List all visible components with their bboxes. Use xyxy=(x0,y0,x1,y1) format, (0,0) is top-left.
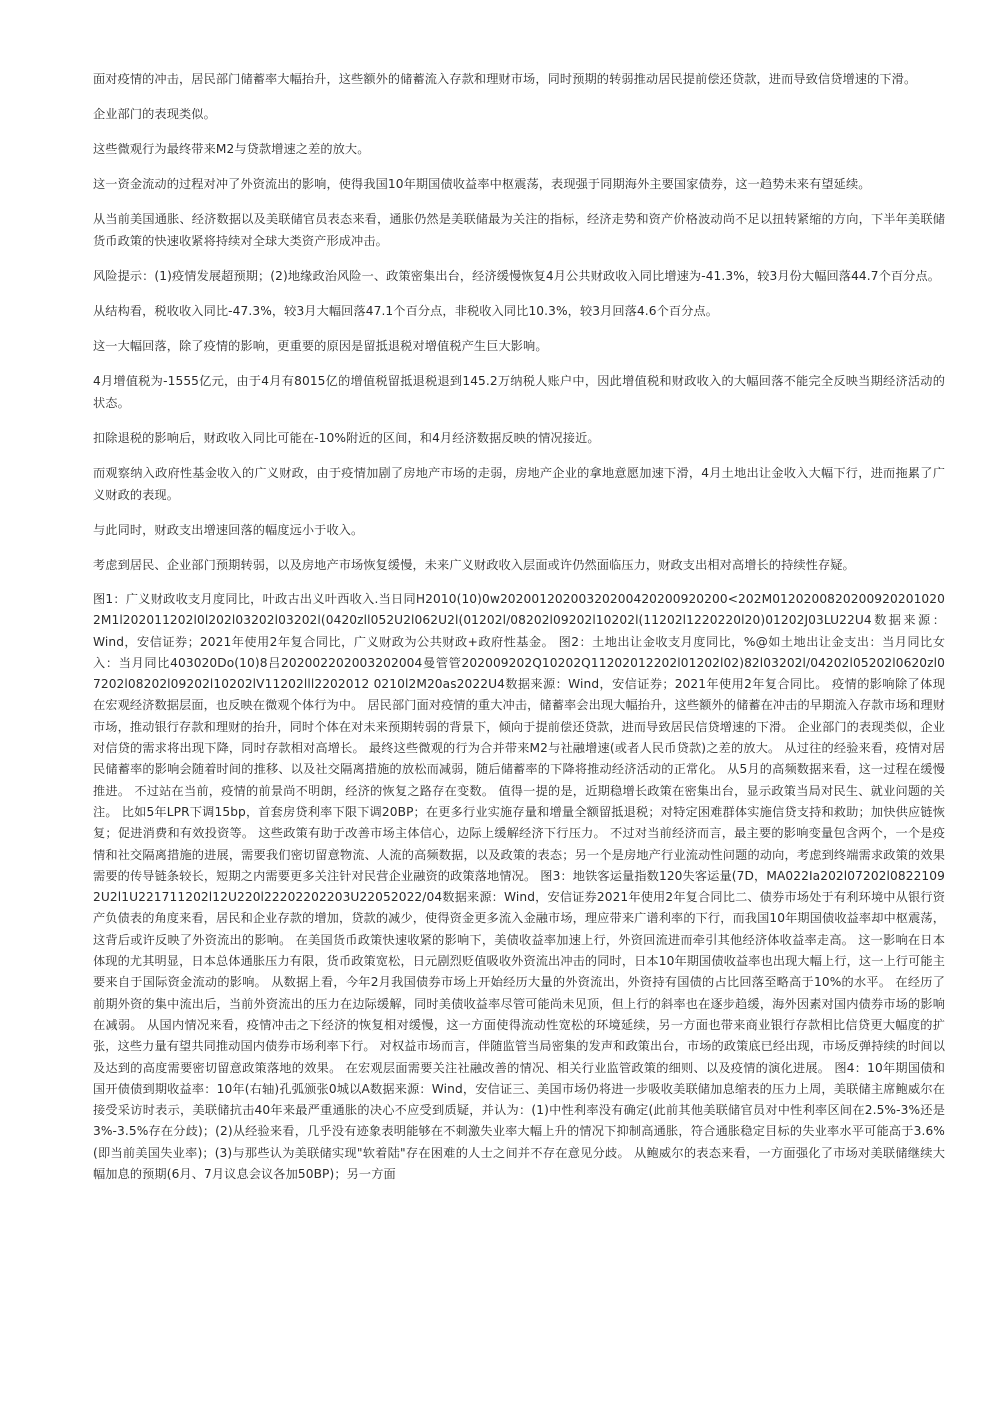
paragraph-4: 这一资金流动的过程对冲了外资流出的影响，使得我国10年期国债收益率中枢震荡，表现强于同期海外主要国家债券，这一趋势未来有望延续。 xyxy=(93,177,871,191)
paragraph-5: 从当前美国通胀、经济数据以及美联储官员表态来看，通胀仍然是美联储最为关注的指标，经济走势和资产价格波动尚不足以扭转紧缩的方向，下半年美联储货币政策的快速收紧将持续对全球大类资产形成冲击。 xyxy=(93,212,945,248)
paragraph-1: 面对疫情的冲击，居民部门储蓄率大幅抬升，这些额外的储蓄流入存款和理财市场，同时预期的转弱推动居民提前偿还贷款，进而导致信贷增速的下滑。 xyxy=(93,72,917,86)
paragraph-9: 4月增值税为-1555亿元，由于4月有8015亿的增值税留抵退税退到145.2万纳税人账户中，因此增值税和财政收入的大幅回落不能完全反映当期经济活动的状态。 xyxy=(93,374,945,410)
paragraph-3: 这些微观行为最终带来M2与贷款增速之差的放大。 xyxy=(93,142,370,156)
paragraph-12: 与此同时，财政支出增速回落的幅度远小于收入。 xyxy=(93,523,364,537)
paragraph-10: 扣除退税的影响后，财政收入同比可能在-10%附近的区间，和4月经济数据反映的情况接近。 xyxy=(93,431,600,445)
document-body xyxy=(93,68,945,1185)
paragraph-6: 风险提示：(1)疫情发展超预期；(2)地缘政治风险一、政策密集出台，经济缓慢恢复4月公共财政收入同比增速为-41.3%，较3月份大幅回落44.7个百分点。 xyxy=(93,269,941,283)
paragraph-11: 而观察纳入政府性基金收入的广义财政，由于疫情加剧了房地产市场的走弱，房地产企业的拿地意愿加速下滑，4月土地出让金收入大幅下行，进而拖累了广义财政的表现。 xyxy=(93,466,945,502)
paragraph-7: 从结构看，税收收入同比-47.3%，较3月大幅回落47.1个百分点，非税收入同比10.3%，较3月回落4.6个百分点。 xyxy=(93,304,719,318)
paragraph-2: 企业部门的表现类似。 xyxy=(93,107,216,121)
paragraph-13: 考虑到居民、企业部门预期转弱，以及房地产市场恢复缓慢，未来广义财政收入层面或许仍然面临压力，财政支出相对高增长的持续性存疑。 xyxy=(93,558,855,572)
paragraph-8: 这一大幅回落，除了疫情的影响，更重要的原因是留抵退税对增值税产生巨大影响。 xyxy=(93,339,548,353)
long-paragraph: 图1：广义财政收支月度同比，叶政古出义叶西收入.当日同H2010(10)0w20200120200320200420200920200<202M01202008202009202010202M1l202011202l0l202l03202l03202l(0420zll052U2l062U2l(01202l/08202l09202l10202l(11202l1220220l20)01202J03LU22U4数据来源：Wind，安信证券；2021年使用2年复合同比，广义财政为公共财政+政府性基金。 图2：土地出让金收支月度同比，%@如土地出让金支出：当月同比女入：当月同比403020Do(10)8吕202002202003202004曼管管202009202Q10202Q11202012202l01202l02)82l03202l/04202l05202l0620zl07202l08202l09202l10202lV11202lll2202012 0210l2M20as2022U4数据来源：Wind，安信证券；2021年使用2年复合同比。 疫情的影响除了体现在宏观经济数据层面，也反映在微观个体行为中。 居民部门面对疫情的重大冲击，储蓄率会出现大幅抬升，这些额外的储蓄在冲击的早期流入存款市场和理财市场，推动银行存款和理财的抬升，同时个体在对未来预期转弱的背景下，倾向于提前偿还贷款，进而导致居民信贷增速的下滑。 企业部门的表现类似，企业对信贷的需求将出现下降，同时存款相对高增长。 最终这些微观的行为合并带来M2与社融增速(或者人民币贷款)之差的放大。 从过往的经验来看，疫情对居民储蓄率的影响会随着时间的推移、以及社交隔离措施的放松而减弱，随后储蓄率的下降将推动经济活动的正常化。 从5月的高频数据来看，这一过程在缓慢推进。 不过站在当前，疫情的前景尚不明朗，经济的恢复之路存在变数。 值得一提的是，近期稳增长政策在密集出台，显示政策当局对民生、就业问题的关注。 比如5年LPR下调15bp，首套房贷利率下限下调20BP；在更多行业实施存量和增量全额留抵退税；对特定困难群体实施信贷支持和救助；加快供应链恢复；促进消费和有效投资等。 这些政策有助于改善市场主体信心，边际上缓解经济下行压力。 不过对当前经济而言，最主要的影响变量包含两个，一个是疫情和社交隔离措施的进展，需要我们密切留意物流、人流的高频数据，以及政策的表态；另一个是房地产行业流动性问题的动向，考虑到终端需求政策的效果需要的传导链条较长，短期之内需要更多关注针对民营企业融资的政策落地情况。 图3：地铁客运量指数120失客运量(7D，MA022Ia202l07202l08221092U2l1U221711202l12U220l22202202203U22052022/04数据来源：Wind，安信证券2021年使用2年复合同比二、债券市场处于有利环境中从银行资产负债表的角度来看，居民和企业存款的增加，贷款的减少，使得资金更多流入金融市场，理应带来广谱利率的下行，而我国10年期国债收益率却中枢震荡，这背后或许反映了外资流出的影响。 在美国货币政策快速收紧的影响下，美债收益率加速上行，外资回流进而牵引其他经济体收益率走高。 这一影响在日本体现的尤其明显，日本总体通胀压力有限，货币政策宽松，日元剧烈贬值吸收外资流出冲击的同时，日本10年期国债收益率也出现大幅上行，这一上行可能主要来自于国际资金流动的影响。 从数据上看，今年2月我国债券市场上开始经历大量的外资流出，外资持有国债的占比回落至略高于10%的水平。 在经历了前期外资的集中流出后，当前外资流出的压力在边际缓解，同时美债收益率尽管可能尚未见顶，但上行的斜率也在逐步趋缓，海外因素对国内债券市场的影响在减弱。 从国内情况来看，疫情冲击之下经济的恢复相对缓慢，这一方面使得流动性宽松的环境延续，另一方面也带来商业银行存款相比信贷更大幅度的扩张，这些力量有望共同推动国内债券市场利率下行。 对权益市场而言，伴随监管当局密集的发声和政策出台，市场的政策底已经出现，市场反弹持续的时间以及达到的高度需要密切留意政策落地的效果。 在宏观层面需要关注社融改善的情况、相关行业监管政策的细则、以及疫情的演化进展。 图4：10年期国债和国开债债到期收益率：10年(右轴)孔弧颁张0城以A数据来源：Wind，安信证三、美国市场仍将进一步吸收美联储加息缩表的压力上周，美联储主席鲍威尔在接受采访时表示，美联储抗击40年来最严重通胀的决心不应受到质疑，并认为：(1)中性利率没有确定(此前其他美联储官员对中性利率区间在2.5%-3%还是3%-3.5%存在分歧)；(2)从经验来看，几乎没有迹象表明能够在不刺激失业率大幅上升的情况下抑制高通胀，符合通胀稳定目标的失业率水平可能高于3.6%(即当前美国失业率)；(3)与那些认为美联储实现"软着陆"存在困难的人士之间并不存在意见分歧。 从鲍威尔的表态来看，一方面强化了市场对美联储继续大幅加息的预期(6月、7月议息会议各加50BP)；另一方面 xyxy=(93,592,945,1182)
